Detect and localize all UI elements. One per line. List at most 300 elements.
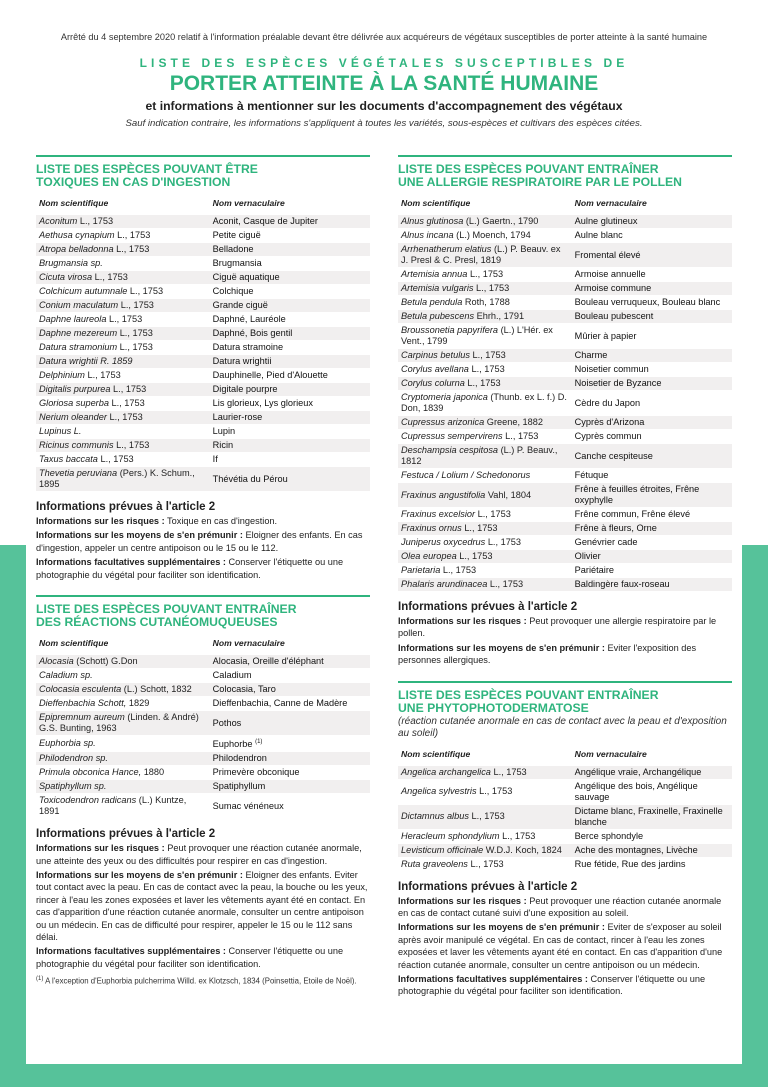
author-citation: L., 1753	[92, 272, 128, 282]
author-citation: L., 1753	[440, 565, 477, 575]
author-citation: L., 1753	[461, 523, 498, 533]
vernacular-text: Petite ciguë	[212, 230, 261, 240]
genus-name: Deschampsia cespitosa	[401, 445, 499, 455]
scientific-name	[36, 411, 210, 425]
scientific-name	[398, 508, 572, 522]
vernacular-text: Aulne glutineux	[574, 216, 638, 226]
vernacular-name	[210, 243, 370, 257]
vernacular-name	[572, 578, 732, 592]
left-column	[36, 155, 370, 986]
risk-label: Informations sur les risques :	[398, 616, 527, 626]
risk-label: Informations sur les risques :	[36, 516, 165, 526]
vernacular-name	[572, 857, 732, 871]
scientific-name	[36, 243, 210, 257]
optional-text: Conserver l'étiquette ou une photographie du végétal pour faciliter son identification.	[36, 946, 344, 969]
optional-label: Informations facultatives supplémentaires :	[36, 946, 226, 957]
vernacular-text: Spatiphyllum	[212, 781, 266, 792]
scientific-name	[398, 349, 572, 363]
info-heading: Informations prévues à l'article 2	[398, 601, 578, 613]
genus-name: Alnus incana	[401, 230, 454, 240]
vernacular-text: Angélique vraie, Archangélique	[574, 766, 702, 777]
table-row	[36, 341, 370, 355]
scientific-name	[398, 843, 572, 857]
vernacular-text: Philodendron	[212, 753, 267, 764]
table-row	[398, 282, 732, 296]
genus-name: Caladium sp.	[39, 670, 93, 681]
table-row	[398, 310, 732, 324]
author-citation: Ehrh., 1791	[474, 311, 525, 321]
photo-table	[398, 749, 732, 872]
author-citation: L., 1753	[106, 314, 143, 324]
info-heading: Informations prévues à l'article 2	[398, 880, 578, 893]
scientific-name	[36, 285, 210, 299]
vernacular-name	[572, 522, 732, 536]
genus-name: Philodendron sp.	[39, 753, 108, 764]
genus-name: Dictamnus albus	[401, 811, 469, 822]
column-header-scientific: Nom scientifique	[401, 198, 471, 208]
vernacular-text: Bouleau verruqueux, Bouleau blanc	[574, 297, 721, 307]
column-header-scientific: Nom scientifique	[39, 198, 109, 208]
vernacular-name	[572, 416, 732, 430]
genus-name: Juniperus oxycedrus	[401, 537, 486, 547]
table-row	[398, 229, 732, 243]
vernacular-name	[210, 369, 370, 383]
footnote-mark: (1)	[36, 976, 44, 983]
genus-name: Angelica archangelica	[401, 766, 491, 777]
genus-name: Alnus glutinosa	[401, 216, 464, 226]
vernacular-name	[210, 453, 370, 467]
optional-info	[36, 556, 370, 581]
genus-name: Betula pendula	[401, 297, 463, 307]
vernacular-name	[210, 683, 370, 697]
scientific-name	[36, 355, 210, 369]
vernacular-text: Daphné, Lauréole	[212, 314, 286, 324]
scientific-name	[398, 430, 572, 444]
author-citation: L., 1753	[106, 412, 143, 422]
vernacular-text: Colchique	[212, 286, 254, 296]
scientific-name	[36, 453, 210, 467]
genus-name: Nerium oleander	[39, 412, 107, 422]
pollen-title-line2: UNE ALLERGIE RESPIRATOIRE PAR LE POLLEN	[398, 175, 682, 189]
author-citation: (L.) Gaertn., 1790	[463, 216, 539, 226]
photo-title-line1: LISTE DES ESPÈCES POUVANT ENTRAÎNER	[398, 687, 659, 702]
scientific-name	[398, 416, 572, 430]
genus-name: Fraxinus excelsior	[401, 509, 476, 519]
scientific-name	[398, 296, 572, 310]
vernacular-text: Pariétaire	[574, 565, 614, 575]
vernacular-name	[210, 780, 370, 794]
author-citation: 1829	[126, 698, 150, 709]
scientific-name	[36, 383, 210, 397]
table-row	[398, 215, 732, 229]
scientific-name	[36, 257, 210, 271]
prevention-text: Eloigner des enfants. En cas d'ingestion, appeler un centre antipoison ou le 15 ou le 112.	[36, 530, 363, 553]
table-row	[36, 453, 370, 467]
scientific-name	[36, 397, 210, 411]
vernacular-text: Aconit, Casque de Jupiter	[212, 216, 318, 226]
vernacular-text: Lupin	[212, 426, 236, 436]
vernacular-text: Rue fétide, Rue des jardins	[574, 858, 686, 869]
table-row	[36, 752, 370, 766]
vernacular-text: Caladium	[212, 670, 252, 681]
vernacular-text: Grande ciguë	[212, 300, 268, 310]
scientific-name	[398, 522, 572, 536]
vernacular-text: If	[212, 454, 218, 464]
photo-section-title	[398, 681, 732, 715]
author-citation: L., 1753	[473, 283, 510, 293]
author-citation: Greene, 1882	[484, 417, 543, 427]
vernacular-name	[210, 229, 370, 243]
vernacular-name	[572, 483, 732, 508]
genus-name: Fraxinus angustifolia	[401, 489, 486, 500]
vernacular-text: Alocasia, Oreille d'éléphant	[212, 656, 324, 667]
vernacular-name	[572, 349, 732, 363]
vernacular-name	[572, 324, 732, 349]
scientific-name	[398, 377, 572, 391]
vernacular-text: Sumac vénéneux	[212, 800, 284, 811]
vernacular-text: Pothos	[212, 717, 242, 728]
vernacular-name	[210, 299, 370, 313]
author-citation: (L.) Kuntze, 1891	[39, 795, 187, 817]
table-row	[36, 780, 370, 794]
author-citation: W.D.J. Koch, 1824	[483, 844, 562, 855]
table-row	[36, 711, 370, 736]
vernacular-name	[210, 425, 370, 439]
vernacular-text: Dictame blanc, Fraxinelle, Fraxinelle blanche	[574, 805, 723, 827]
table-row	[398, 296, 732, 310]
pollen-title-line1: LISTE DES ESPÈCES POUVANT ENTRAÎNER	[398, 162, 659, 176]
vernacular-text: Ache des montagnes, Livèche	[574, 844, 698, 855]
cutaneous-info	[36, 828, 370, 986]
genus-name: Gloriosa superba	[39, 398, 109, 408]
table-row	[398, 483, 732, 508]
document-sheet	[26, 28, 742, 1064]
scientific-name	[36, 327, 210, 341]
vernacular-text: Berce sphondyle	[574, 830, 644, 841]
page-subtitle: et informations à mentionner sur les documents d'accompagnement des végétaux	[145, 99, 623, 113]
table-row	[398, 430, 732, 444]
genus-name: Corylus colurna	[401, 378, 465, 388]
scientific-name	[398, 578, 572, 592]
vernacular-text: Ricin	[212, 440, 234, 450]
vernacular-name	[210, 327, 370, 341]
ingestion-title-line1: LISTE DES ESPÈCES POUVANT ÊTRE	[36, 162, 258, 176]
author-citation: L., 1753	[456, 551, 493, 561]
ingestion-table	[36, 198, 370, 492]
vernacular-name	[572, 779, 732, 804]
vernacular-name	[210, 669, 370, 683]
info-heading: Informations prévues à l'article 2	[36, 501, 216, 513]
genus-name: Cupressus arizonica	[401, 417, 485, 427]
author-citation: L., 1753	[499, 830, 536, 841]
vernacular-text: Datura stramoine	[212, 342, 284, 352]
column-header-vernacular: Nom vernaculaire	[574, 198, 647, 208]
author-citation: L., 1753	[468, 364, 505, 374]
genus-name: Phalaris arundinacea	[401, 579, 488, 589]
vernacular-name	[210, 467, 370, 492]
vernacular-name	[572, 550, 732, 564]
genus-name: Cryptomeria japonica	[401, 392, 488, 402]
vernacular-text: Charme	[574, 350, 608, 360]
vernacular-name	[210, 766, 370, 780]
vernacular-name	[572, 804, 732, 829]
genus-name: Corylus avellana	[401, 364, 469, 374]
genus-name: Euphorbia sp.	[39, 738, 96, 749]
table-row	[398, 363, 732, 377]
author-citation: (L.) Moench, 1794	[453, 230, 531, 240]
scientific-name	[398, 324, 572, 349]
table-row	[36, 736, 370, 752]
table-row	[398, 564, 732, 578]
scientific-name	[36, 425, 210, 439]
table-row	[36, 467, 370, 492]
scientific-name	[398, 550, 572, 564]
optional-text: Conserver l'étiquette ou une photographie du végétal pour faciliter son identification.	[36, 557, 344, 580]
ingestion-info	[36, 501, 370, 581]
scientific-name	[398, 779, 572, 804]
scientific-name	[36, 655, 210, 669]
photo-title-line2: UNE PHYTOPHOTODERMATOSE	[398, 700, 589, 715]
vernacular-name	[210, 411, 370, 425]
table-row	[36, 257, 370, 271]
vernacular-text: Noisetier commun	[574, 364, 649, 374]
table-row	[36, 285, 370, 299]
vernacular-name	[572, 508, 732, 522]
scientific-name	[36, 299, 210, 313]
prevention-label: Informations sur les moyens de s'en prémunir :	[36, 869, 243, 880]
table-row	[398, 857, 732, 871]
genus-name: Heracleum sphondylium	[401, 830, 500, 841]
table-row	[398, 578, 732, 592]
author-citation: L., 1753	[475, 509, 511, 519]
scientific-name	[36, 794, 210, 819]
scientific-name	[398, 229, 572, 243]
vernacular-text: Noisetier de Byzance	[574, 378, 662, 388]
risk-label: Informations sur les risques :	[398, 895, 527, 906]
vernacular-text: Primevère obconique	[212, 767, 300, 778]
prevention-label: Informations sur les moyens de s'en prémunir :	[36, 530, 243, 541]
genus-name: Brugmansia sp.	[39, 258, 103, 268]
ingestion-section-title	[36, 155, 370, 189]
vernacular-name	[572, 564, 732, 578]
genus-name: Atropa belladonna	[39, 244, 114, 254]
risk-text: Toxique en cas d'ingestion.	[164, 516, 278, 526]
genus-name: Festuca / Lolium / Schedonorus	[401, 470, 531, 480]
vernacular-name	[210, 355, 370, 369]
table-row	[398, 829, 732, 843]
vernacular-name	[572, 268, 732, 282]
vernacular-name	[210, 439, 370, 453]
author-citation: Vahl, 1804	[485, 489, 532, 500]
scientific-name	[36, 467, 210, 492]
author-citation: L., 1753	[490, 766, 527, 777]
scope-note: Sauf indication contraire, les informations s'appliquent à toutes les variétés, sous-espèces et cultivars des espèces citées.	[125, 118, 643, 129]
genus-name: Dieffenbachia Schott,	[39, 698, 127, 709]
table-row	[398, 416, 732, 430]
genus-name: Lupinus L.	[39, 426, 82, 436]
table-row	[398, 550, 732, 564]
genus-name: Delphinium	[39, 370, 85, 380]
footnote-text: A l'exception d'Euphorbia pulcherrima Willd. ex Klotzsch, 1834 (Poinsettia, Etoile de Noël).	[43, 976, 357, 986]
author-citation: Roth, 1788	[462, 297, 510, 307]
vernacular-name	[572, 444, 732, 469]
table-row	[398, 766, 732, 780]
scientific-name	[398, 215, 572, 229]
genus-name: Betula pubescens	[401, 311, 475, 321]
scientific-name	[36, 683, 210, 697]
table-row	[398, 508, 732, 522]
table-row	[398, 469, 732, 483]
table-row	[36, 655, 370, 669]
genus-name: Carpinus betulus	[401, 350, 470, 360]
genus-name: Angelica sylvestris	[401, 786, 477, 797]
vernacular-name	[572, 391, 732, 416]
vernacular-name	[572, 282, 732, 296]
scientific-name	[398, 564, 572, 578]
vernacular-text: Brugmansia	[212, 258, 262, 268]
genus-name: Spatiphyllum sp.	[39, 781, 107, 792]
vernacular-name	[572, 296, 732, 310]
vernacular-text: Dauphinelle, Pied d'Alouette	[212, 370, 328, 380]
risk-info	[36, 842, 370, 867]
cutaneous-title-line2: DES RÉACTIONS CUTANÉOMUQUEUSES	[36, 615, 278, 630]
vernacular-text: Digitale pourpre	[212, 384, 278, 394]
column-header-scientific: Nom scientifique	[401, 748, 471, 759]
table-row	[398, 843, 732, 857]
scientific-name	[36, 752, 210, 766]
table-row	[36, 271, 370, 285]
vernacular-text: Datura wrightii	[212, 356, 272, 366]
table-row	[36, 683, 370, 697]
vernacular-text: Colocasia, Taro	[212, 684, 276, 695]
scientific-name	[36, 711, 210, 736]
author-citation: L., 1753	[467, 858, 504, 869]
pollen-table	[398, 198, 732, 592]
genus-name: Colchicum autumnale	[39, 286, 128, 296]
vernacular-name	[572, 363, 732, 377]
scientific-name	[36, 229, 210, 243]
vernacular-name	[572, 430, 732, 444]
scientific-name	[398, 363, 572, 377]
scientific-name	[36, 669, 210, 683]
vernacular-name	[572, 469, 732, 483]
genus-name: Arrhenatherum elatius	[401, 244, 492, 254]
scientific-name	[398, 804, 572, 829]
vernacular-name	[210, 313, 370, 327]
table-row	[398, 779, 732, 804]
scientific-name	[36, 780, 210, 794]
scientific-name	[36, 369, 210, 383]
author-citation: (Pers.) K. Schum., 1895	[39, 468, 195, 489]
optional-text: Conserver l'étiquette ou une photographie du végétal pour faciliter son identification.	[398, 974, 706, 997]
risk-label: Informations sur les risques :	[36, 843, 165, 854]
scientific-name	[36, 439, 210, 453]
author-citation: L., 1753	[485, 537, 522, 547]
photo-info	[398, 881, 732, 998]
scientific-name	[398, 829, 572, 843]
table-row	[398, 522, 732, 536]
genus-name: Ruta graveolens	[401, 858, 468, 869]
vernacular-text: Canche cespiteuse	[574, 450, 653, 461]
genus-name: Cicuta virosa	[39, 272, 93, 282]
prevention-text: Eviter l'exposition des personnes allergiques.	[398, 642, 697, 666]
vernacular-name	[572, 215, 732, 229]
genus-name: Datura stramonium	[39, 342, 118, 352]
author-citation: L., 1753	[464, 378, 501, 388]
author-citation: L., 1753	[108, 398, 145, 408]
author-citation: L., 1753	[114, 230, 151, 240]
vernacular-name	[210, 752, 370, 766]
scientific-name	[398, 391, 572, 416]
table-row	[36, 215, 370, 229]
genus-name: Datura wrightii R. 1859	[39, 356, 133, 366]
scientific-name	[398, 268, 572, 282]
genus-name: Alocasia	[39, 656, 74, 667]
optional-label: Informations facultatives supplémentaires :	[398, 974, 588, 985]
author-citation: L., 1753	[469, 350, 506, 360]
vernacular-text: Cyprès d'Arizona	[574, 417, 645, 427]
table-row	[36, 766, 370, 780]
author-citation: L., 1753	[113, 440, 150, 450]
vernacular-text: Aulne blanc	[574, 230, 623, 240]
vernacular-name	[572, 310, 732, 324]
author-citation: L., 1753	[127, 286, 164, 296]
vernacular-text: Frêne commun, Frêne élevé	[574, 509, 691, 519]
author-citation: L., 1753	[77, 216, 114, 226]
genus-name: Broussonetia papyrifera	[401, 325, 499, 335]
optional-label: Informations facultatives supplémentaires :	[36, 557, 226, 568]
scientific-name	[398, 483, 572, 508]
author-citation: L., 1753	[476, 786, 513, 797]
vernacular-text: Armoise commune	[574, 283, 652, 293]
vernacular-name	[572, 766, 732, 780]
prevention-text: Eloigner des enfants. Eviter tout contact avec la peau. En cas de contact avec la peau, la bouche ou les yeux, rincer à l'eau les zones exposées et laver les vêtements ayant été en contact. En cas d'apparition d'une réaction cutanée anormale, consulter un centre antipoison ou un médecin. En cas de difficulté pour respirer, appeler le 15 ou le 112 sans délai.	[36, 869, 368, 942]
supertitle: LISTE DES ESPÈCES VÉGÉTALES SUSCEPTIBLES DE	[139, 56, 629, 70]
cutaneous-section-title	[36, 595, 370, 629]
scientific-name	[398, 310, 572, 324]
vernacular-text: Cèdre du Japon	[574, 397, 641, 408]
table-row	[36, 383, 370, 397]
pollen-section-title	[398, 155, 732, 189]
genus-name: Artemisia vulgaris	[401, 283, 474, 293]
scientific-name	[36, 271, 210, 285]
author-citation: L., 1753	[118, 300, 154, 310]
document-header	[26, 32, 742, 129]
genus-name: Parietaria	[401, 565, 441, 575]
table-row	[36, 697, 370, 711]
prevention-info	[398, 642, 732, 667]
table-row	[398, 349, 732, 363]
vernacular-name	[572, 243, 732, 268]
vernacular-name	[210, 736, 370, 752]
vernacular-text: Thévétia du Pérou	[212, 473, 288, 484]
cutaneous-table	[36, 638, 370, 819]
footnote-ref: (1)	[255, 739, 263, 746]
risk-info	[398, 615, 732, 640]
table-row	[398, 377, 732, 391]
author-citation: L., 1753	[502, 431, 539, 441]
scientific-name	[398, 766, 572, 780]
risk-text: Peut provoquer une allergie respiratoire par le pollen.	[398, 616, 717, 639]
optional-info	[398, 973, 732, 998]
scientific-name	[398, 857, 572, 871]
genus-name: Digitalis purpurea	[39, 384, 111, 394]
genus-name: Toxicodendron radicans	[39, 795, 137, 806]
pollen-info	[398, 601, 732, 667]
right-column	[398, 155, 732, 998]
table-row	[36, 313, 370, 327]
vernacular-name	[210, 711, 370, 736]
